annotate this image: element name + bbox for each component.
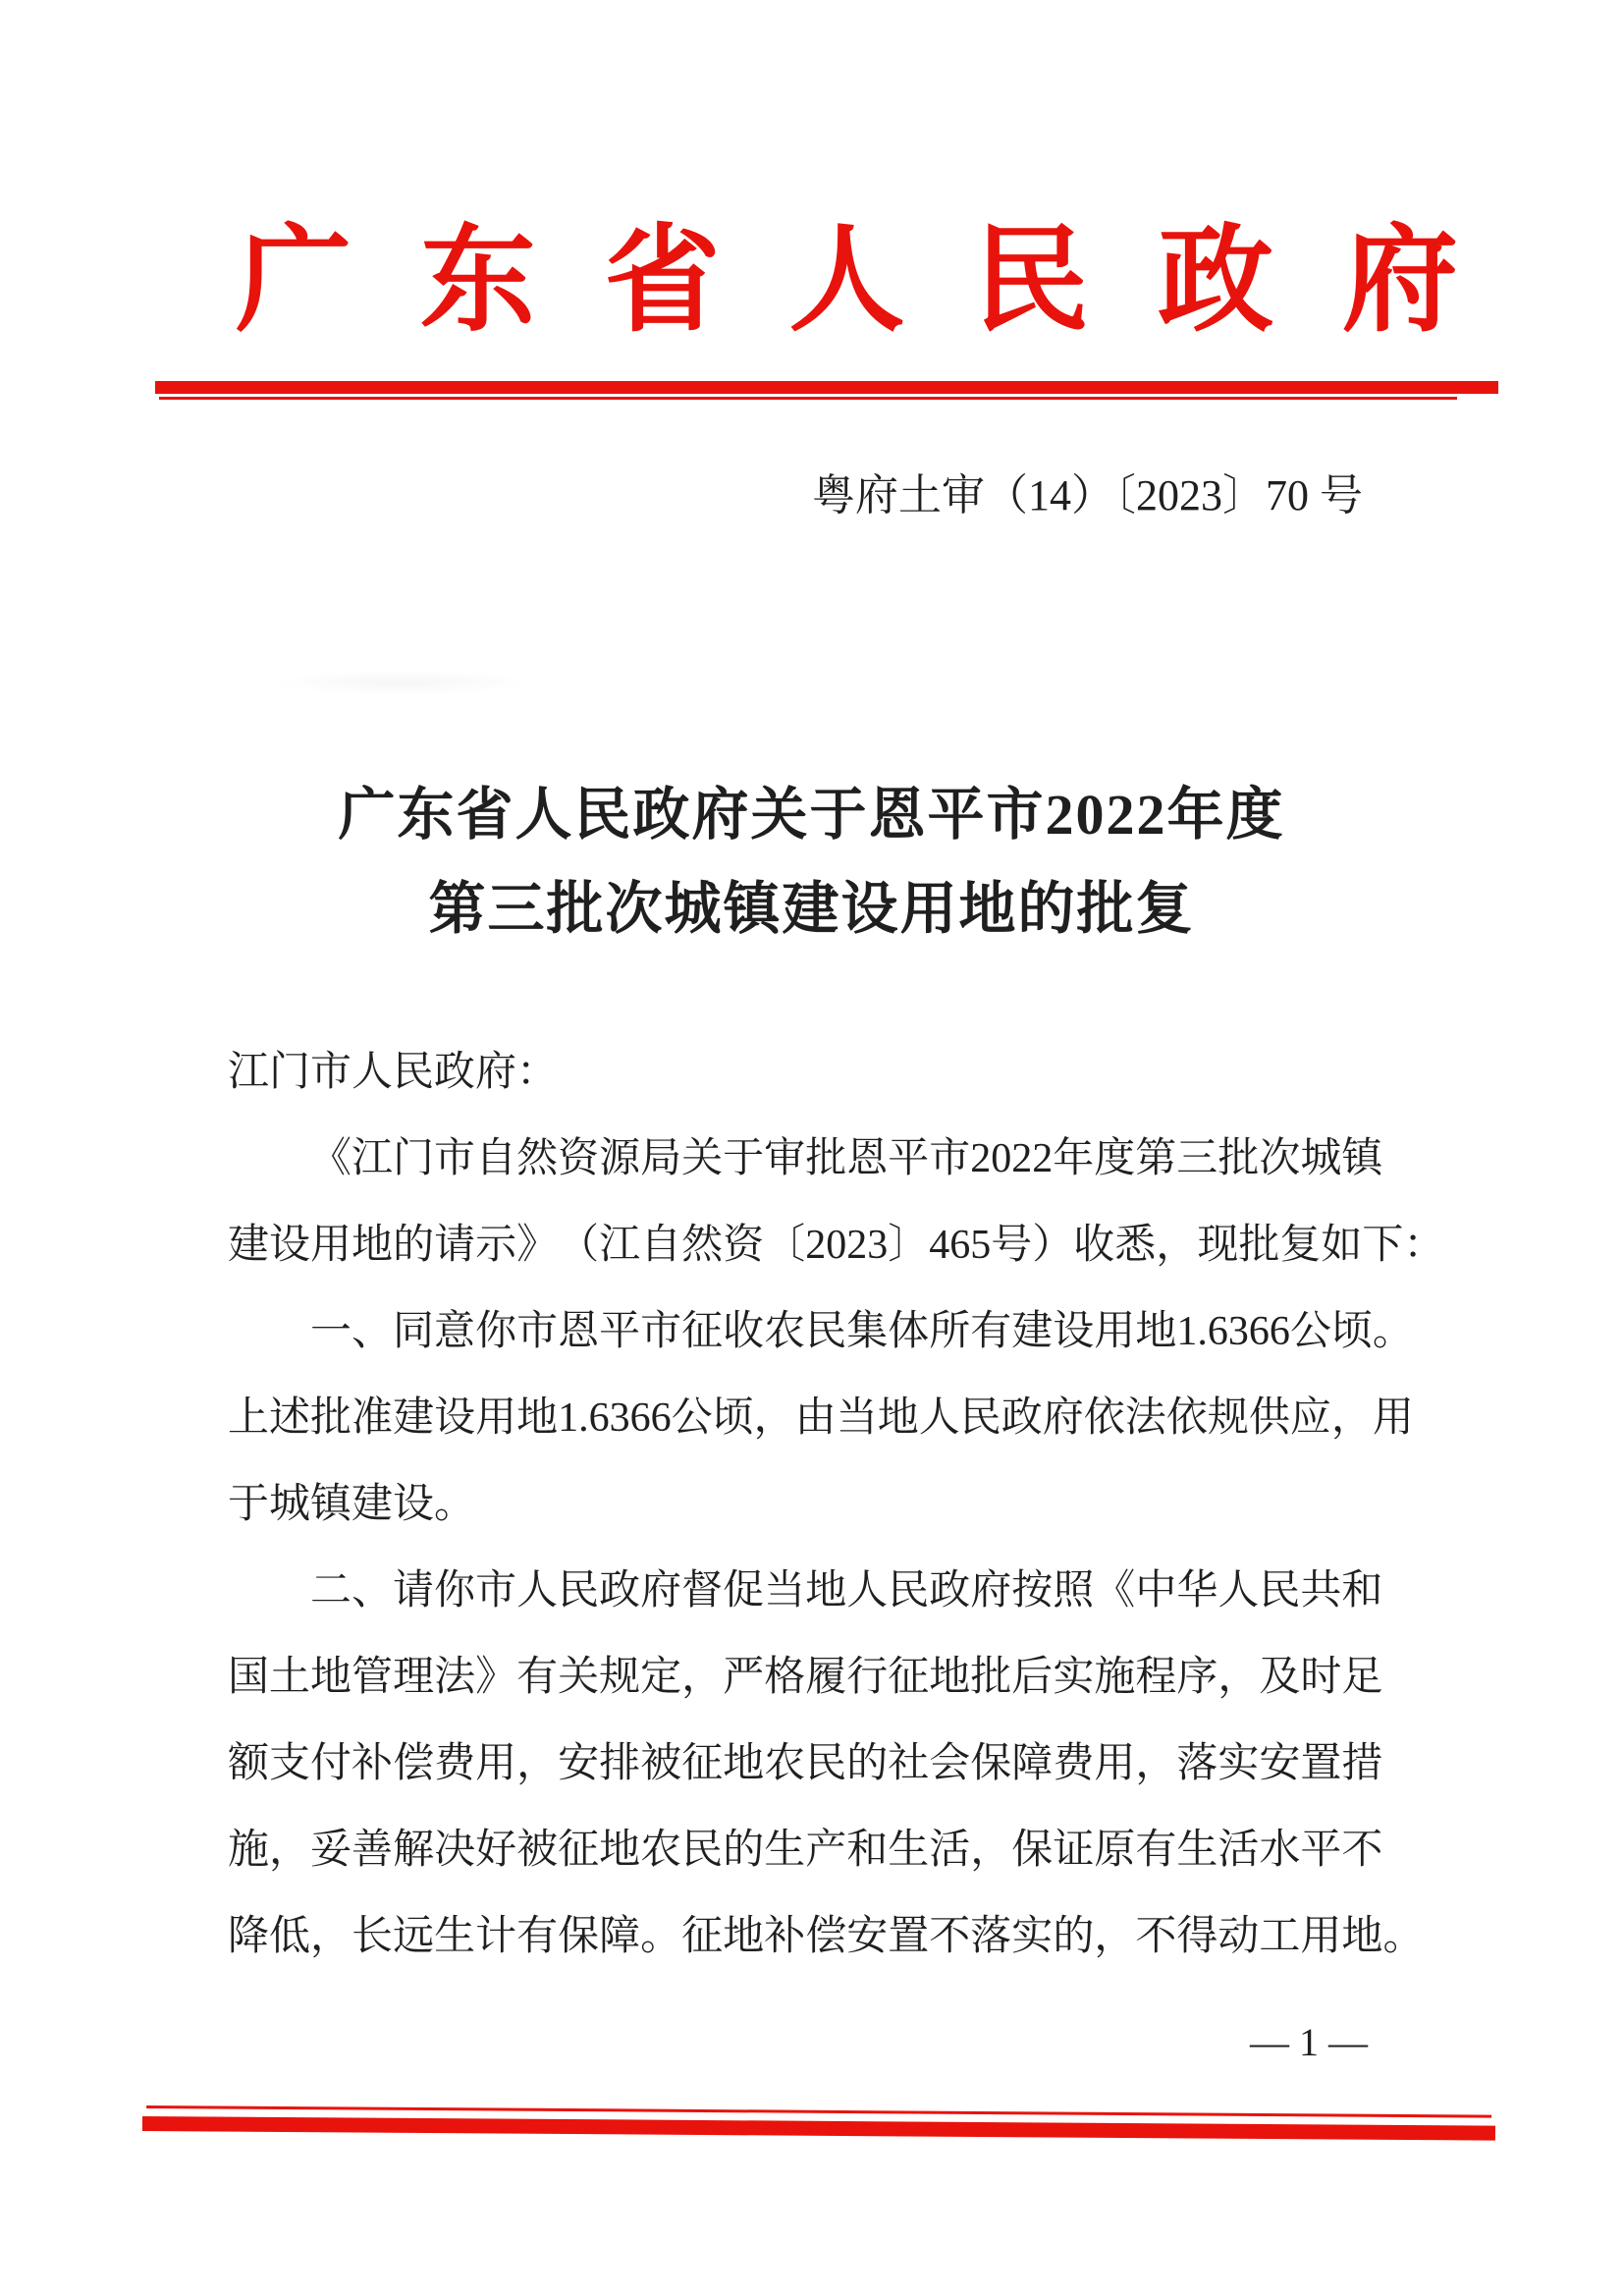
body-text-line: 额 支 付 补 偿 费 用 ， 安 排 被 征 地 农 民 的 社 会 保 障 费 用 ， 落 实 安 置 措: [228, 1741, 1383, 1786]
footer-red-rules: [142, 2102, 1495, 2155]
scan-smudge-artifact: [275, 670, 530, 695]
body-text-line: 一 、 同 意 你 市 恩 平 市 征 收 农 民 集 体 所 有 建 设 用 地 1 . 6 3 6 6 公 顷 。: [310, 1309, 1414, 1354]
footer-red-rule-thick: [142, 2116, 1495, 2141]
body-text-line: 建 设 用 地 的 请 示 》 （ 江 自 然 资 〔 2 0 2 3 〕 4 6 5 号 ） 收 悉 ， 现 批 复 如 下 ：: [228, 1223, 1445, 1268]
body-text-line: 国 土 地 管 理 法 》 有 关 规 定 ， 严 格 履 行 征 地 批 后 实 施 程 序 ， 及 时 足: [228, 1655, 1383, 1700]
body-text-line: 降 低 ， 长 远 生 计 有 保 障 。 征 地 补 偿 安 置 不 落 实 的 ， 不 得 动 工 用 地 。: [228, 1914, 1425, 1959]
document-title: [0, 768, 1623, 957]
letterhead-red-rule-thick: [155, 381, 1498, 394]
letterhead-red-rule-thin: [159, 397, 1457, 400]
body-text-line: 施 ， 妥 善 解 决 好 被 征 地 农 民 的 生 产 和 生 活 ， 保 证 原 有 生 活 水 平 不: [228, 1828, 1383, 1873]
body-text-line: 于城镇建设。: [228, 1482, 476, 1527]
body-text-line: 《 江 门 市 自 然 资 源 局 关 于 审 批 恩 平 市 2 0 2 2 年 度 第 三 批 次 城 镇: [310, 1136, 1383, 1181]
footer-red-rule-thin: [146, 2105, 1491, 2118]
body-text-line: 上 述 批 准 建 设 用 地 1 . 6 3 6 6 公 顷 ， 由 当 地 人 民 政 府 依 法 依 规 供 应 ， 用: [228, 1395, 1414, 1441]
letterhead-issuing-authority: 广 东 省 人 民 政 府: [236, 217, 1458, 346]
document-title-line-1: 广东省人民政府关于恩平市2022年度: [338, 783, 1285, 847]
document-title-line-2: 第三批次城镇建设用地的批复: [428, 877, 1195, 941]
document-body: [228, 1029, 1445, 1980]
body-text-line: 二 、 请 你 市 人 民 政 府 督 促 当 地 人 民 政 府 按 照 《 中 华 人 民 共 和: [310, 1568, 1383, 1613]
salutation-line: 江门市人民政府：: [228, 1050, 559, 1095]
page-number: — 1 —: [1250, 2020, 1368, 2064]
document-reference-number: 粤府土审（14）〔2023〕70 号: [812, 471, 1363, 519]
